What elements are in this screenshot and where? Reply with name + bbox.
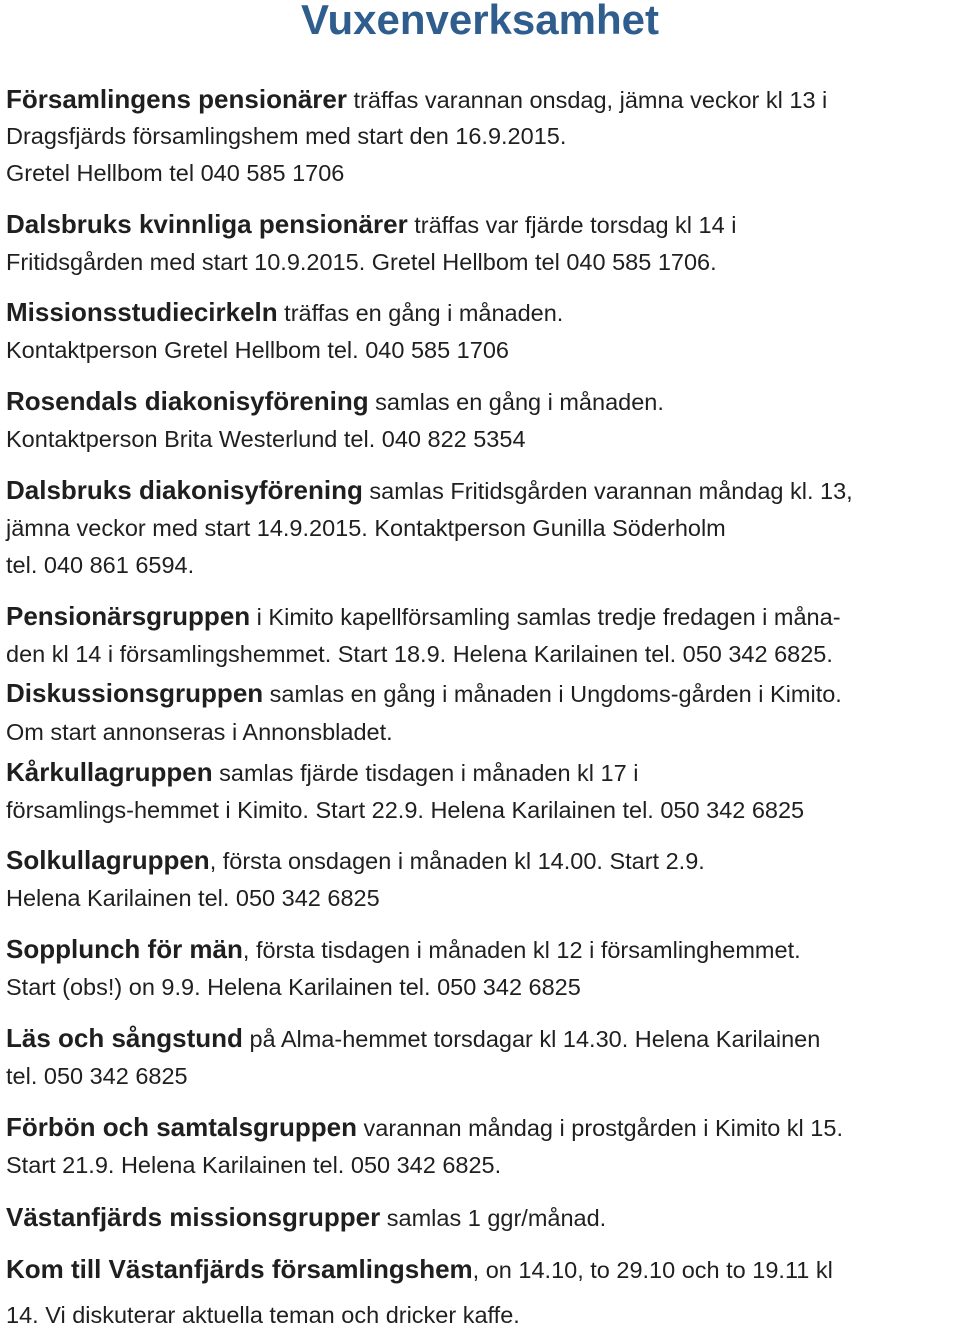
- entry-heading: Kårkullagruppen: [6, 757, 213, 787]
- entry-text: samlas en gång i månaden.: [368, 389, 664, 415]
- entry-text: tel. 040 861 6594.: [6, 552, 195, 578]
- entry-heading: Rosendals diakonisyförening: [6, 386, 369, 416]
- entry-text: församlings-hemmet i Kimito. Start 22.9. Helena Karilainen tel. 050 342 6825: [6, 797, 805, 823]
- entry-heading: Missionsstudiecirkeln: [6, 297, 278, 327]
- entry-heading: Läs och sångstund: [6, 1023, 243, 1053]
- entry-text: träffas en gång i månaden.: [277, 300, 564, 326]
- entry-text: Kontaktperson Gretel Hellbom tel. 040 585 1706: [6, 337, 509, 363]
- entry-text: Dragsfjärds församlingshem med start den 16.9.2015.: [6, 123, 567, 149]
- entry-text: samlas Fritidsgården varannan måndag kl. 13,: [362, 478, 853, 504]
- entry-heading: Förbön och samtalsgruppen: [6, 1112, 358, 1142]
- page-title: Vuxenverksamhet: [301, 0, 659, 43]
- entry-text: träffas var fjärde torsdag kl 14 i: [407, 212, 737, 238]
- entry-text: Gretel Hellbom tel 040 585 1706: [6, 160, 345, 186]
- entry-heading: Sopplunch för män: [6, 934, 243, 964]
- entry-heading: Dalsbruks kvinnliga pensionärer: [6, 209, 408, 239]
- entry-text: samlas 1 ggr/månad.: [380, 1205, 607, 1231]
- entry-text: i Kimito kapellförsamling samlas tredje fredagen i måna-: [250, 604, 841, 630]
- entry-text: samlas en gång i månaden i Ungdoms-gården i Kimito.: [263, 681, 842, 707]
- entry-text: träffas varannan onsdag, jämna veckor kl 13 i: [346, 87, 828, 113]
- entry-heading: Dalsbruks diakonisyförening: [6, 475, 363, 505]
- entry-text: varannan måndag i prostgården i Kimito kl 15.: [357, 1115, 843, 1141]
- entry-text: samlas fjärde tisdagen i månaden kl 17 i: [212, 760, 639, 786]
- entry-heading: Diskussionsgruppen: [6, 678, 264, 708]
- entry-text: Start 21.9. Helena Karilainen tel. 050 342 6825.: [6, 1152, 502, 1178]
- entry-heading: Västanfjärds missionsgrupper: [6, 1202, 381, 1232]
- entry-text: , första onsdagen i månaden kl 14.00. Start 2.9.: [209, 848, 705, 874]
- entry-text: Helena Karilainen tel. 050 342 6825: [6, 885, 380, 911]
- entry-text: Fritidsgården med start 10.9.2015. Gretel Hellbom tel 040 585 1706.: [6, 249, 717, 275]
- entry-text: Om start annonseras i Annonsbladet.: [6, 719, 393, 745]
- entry-text: , on 14.10, to 29.10 och to 19.11 kl: [472, 1257, 833, 1283]
- entry-text: den kl 14 i församlingshemmet. Start 18.9. Helena Karilainen tel. 050 342 6825.: [6, 641, 833, 667]
- entry-text: Kontaktperson Brita Westerlund tel. 040 822 5354: [6, 426, 526, 452]
- entry-text: , första tisdagen i månaden kl 12 i församlinghemmet.: [242, 937, 801, 963]
- entry-heading: Pensionärsgruppen: [6, 601, 251, 631]
- entry-text: 14. Vi diskuterar aktuella teman och dricker kaffe.: [6, 1302, 520, 1328]
- entry-text: jämna veckor med start 14.9.2015. Kontaktperson Gunilla Söderholm: [6, 515, 726, 541]
- entry-text: på Alma-hemmet torsdagar kl 14.30. Helena Karilainen: [242, 1026, 821, 1052]
- entry-heading: Församlingens pensionärer: [6, 84, 347, 114]
- entry-heading: Solkullagruppen: [6, 845, 210, 875]
- entry-text: tel. 050 342 6825: [6, 1063, 188, 1089]
- entry-heading: Kom till Västanfjärds församlingshem: [6, 1254, 473, 1284]
- entry-text: Start (obs!) on 9.9. Helena Karilainen tel. 050 342 6825: [6, 974, 581, 1000]
